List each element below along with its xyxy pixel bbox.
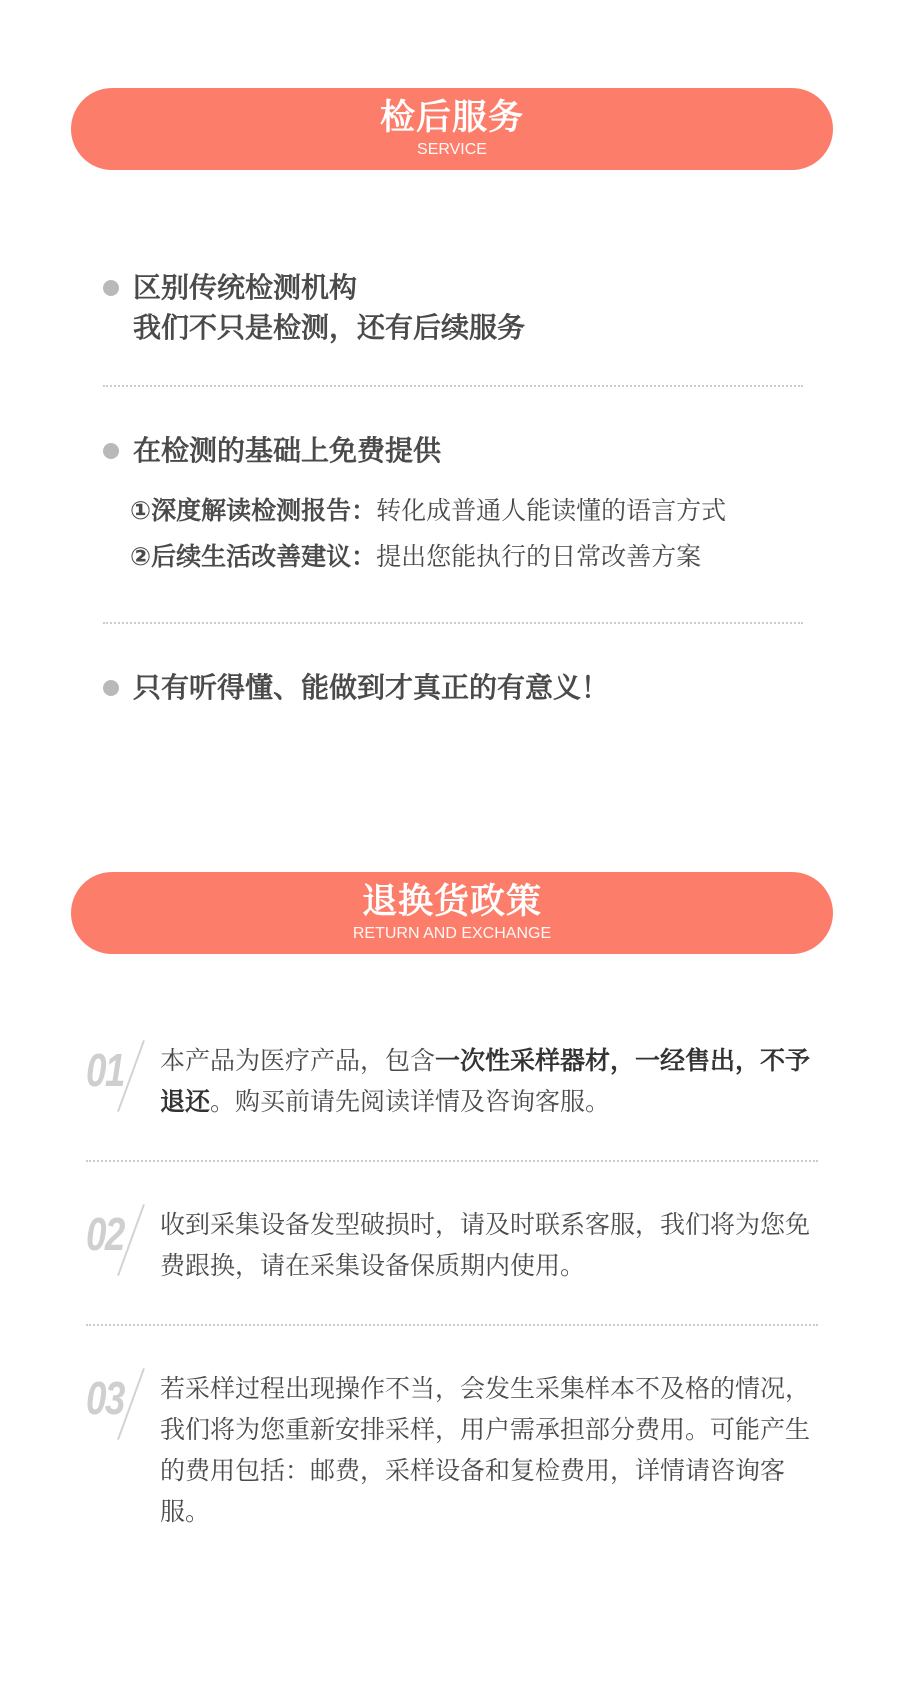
policy-banner — [71, 872, 833, 954]
item1-bold-b: 不予退还 — [160, 1046, 811, 1116]
point2-title: 在检测的基础上免费提供 — [133, 434, 442, 467]
item1-text-b: 。购买前请先阅读详情及咨询客服。 — [210, 1087, 611, 1116]
divider — [103, 385, 803, 387]
divider — [86, 1160, 818, 1162]
point3-text: 只有听得懂、能做到才真正的有意义！ — [133, 671, 610, 704]
point2-item1 — [130, 494, 726, 528]
point2-item2-label: ②后续生活改善建议： — [130, 542, 377, 571]
service-title: 检后服务 — [379, 98, 524, 138]
item1-bold-a: 一次性采样器材，一经售出， — [435, 1046, 761, 1075]
divider — [86, 1324, 818, 1326]
policy-subtitle: RETURN AND EXCHANGE — [352, 925, 552, 942]
policy-item3-text: 若采样过程出现操作不当，会发生采集样本不及格的情况，我们将为您重新安排采样，用户需承担部分费用。可能产生的费用包括：邮费，采样设备和复检费用，详情请咨询客服。 — [160, 1374, 811, 1526]
item-number: 01 — [86, 1044, 124, 1096]
item1-text-a: 本产品为医疗产品，包含 — [160, 1046, 436, 1075]
point1-line2: 我们不只是检测，还有后续服务 — [133, 311, 526, 344]
point2-item1-text: 转化成普通人能读懂的语言方式 — [376, 496, 727, 525]
item-number: 02 — [86, 1208, 124, 1260]
point2-item1-label: ①深度解读检测报告： — [130, 496, 377, 525]
divider — [103, 622, 803, 624]
service-subtitle: SERVICE — [417, 141, 487, 158]
policy-item1-text — [160, 1040, 820, 1122]
bullet-dot — [103, 280, 119, 296]
policy-title: 退换货政策 — [361, 882, 542, 922]
point2-item2 — [130, 540, 701, 574]
bullet-dot — [103, 680, 119, 696]
point1-line1: 区别传统检测机构 — [133, 271, 358, 304]
bullet-dot — [103, 443, 119, 459]
service-banner — [71, 88, 833, 170]
policy-item2-text: 收到采集设备发型破损时，请及时联系客服，我们将为您免费跟换，请在采集设备保质期内使用。 — [160, 1210, 811, 1280]
point2-item2-text: 提出您能执行的日常改善方案 — [376, 542, 702, 571]
item-number: 03 — [86, 1372, 124, 1424]
